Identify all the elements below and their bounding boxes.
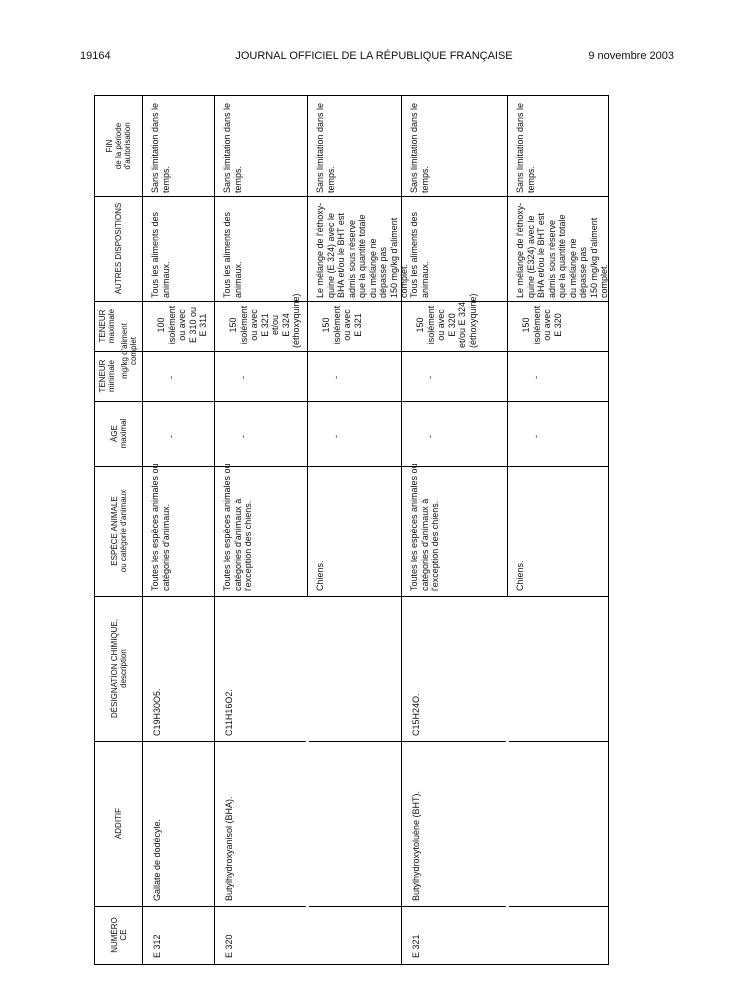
col-header-teneur_max-line: maximale <box>106 308 116 344</box>
table-rule <box>95 741 608 742</box>
row-3-autres-line: dépasse pas <box>378 246 388 298</box>
row-3-espece <box>315 466 326 591</box>
row-3-autres-line: que la quantité totale <box>357 214 367 298</box>
row-2-espece-line: catégories d'animaux à <box>232 498 243 591</box>
table-rule <box>142 96 143 964</box>
row-1-espece-line: Toutes les espèces animales ou <box>150 463 160 591</box>
row-5-autres-line: dépasse pas <box>578 246 588 298</box>
col-header-designation-line: DÉSIGNATION CHIMIQUE, <box>109 619 119 718</box>
row-5-espece <box>515 466 526 591</box>
publication-date: 9 novembre 2003 <box>588 50 674 62</box>
row-4-teneur-max-line: 150 <box>415 317 425 333</box>
row-3-autres-line: du mélange ne <box>367 238 378 298</box>
col-header-unit <box>120 306 138 396</box>
row-4-autres-line: Tous les aliments des <box>409 211 419 298</box>
table-rule <box>95 906 608 907</box>
row-3-age: - <box>331 435 341 438</box>
table-rule <box>95 466 608 467</box>
row-1-autres <box>150 198 171 298</box>
row-5-espece-line: Chiens. <box>515 560 525 591</box>
row-1-espece-line: catégories d'animaux. <box>160 503 171 591</box>
row-2-designation: C11H16O2. <box>224 689 234 736</box>
row-3-espece-line: Chiens. <box>315 560 325 591</box>
merge-cover <box>306 597 309 964</box>
row-5-autres-line: complet. <box>599 263 609 298</box>
row-5-teneur-min: - <box>531 376 541 379</box>
row-5-age: - <box>531 435 541 438</box>
row-3-autres-line: Le mélange de l'éthoxy- <box>315 202 325 298</box>
table-rule <box>95 196 608 197</box>
row-4-espece-line: catégories d'animaux à <box>419 498 430 591</box>
row-1-designation: C19H30O5. <box>152 688 162 736</box>
row-1-fin <box>150 98 171 193</box>
row-3-teneur-min: - <box>331 376 341 379</box>
row-3-autres-line: 150 mg/kg d'aliment <box>388 217 399 298</box>
col-header-teneur_min-line: minimale <box>106 360 116 393</box>
col-header-teneur_max-line: TENEUR <box>97 309 107 343</box>
row-4-espece-line: l'exception des chiens. <box>430 500 440 591</box>
col-header-age-line: maximal <box>118 418 128 449</box>
row-5-teneur-max-line: 150 <box>521 317 531 333</box>
row-4-additif: Butylhydroxytoluène (BHT). <box>411 790 421 901</box>
row-4-teneur-max-line: ou avec <box>436 309 446 341</box>
col-header-espece-line: ou catégorie d'animaux <box>118 489 128 573</box>
row-1-numero: E 312 <box>152 934 162 958</box>
row-2-teneur-max-line: E 324 <box>280 313 291 337</box>
row-1-fin-line: temps. <box>160 165 171 193</box>
col-header-designation-line: description <box>118 649 128 688</box>
row-5-autres-line: BHA et/ou le BHT est <box>536 213 546 298</box>
row-3-autres-line: quine (E 324) avec le <box>325 212 336 298</box>
row-4-teneur-max-line: et/ou E 324 <box>457 301 467 348</box>
row-5-teneur-max-line: ou avec <box>542 309 552 341</box>
row-4-fin-line: temps. <box>419 165 430 193</box>
row-1-teneur-max-line: 100 <box>156 317 166 333</box>
col-header-additif-line: ADDITIF <box>114 807 123 840</box>
row-2-fin-line: Sans limitation dans le <box>222 102 232 193</box>
row-5-teneur-max-line: isolément <box>531 305 542 345</box>
row-4-espece-line: Toutes les espèces animales ou <box>409 463 419 591</box>
row-2-fin <box>222 98 243 193</box>
row-4-autres-line: animaux. <box>419 261 430 298</box>
row-5-autres-line: Le mélange de l'éthoxy- <box>515 202 525 298</box>
row-3-fin-line: Sans limitation dans le <box>315 102 325 193</box>
row-5-fin-line: temps. <box>525 165 536 193</box>
row-1-teneur-max-line: E 311 <box>198 313 208 337</box>
col-header-unit-line: complet <box>129 337 138 366</box>
row-1-autres-line: Tous les aliments des <box>150 211 160 298</box>
row-1-teneur-max-line: E 310 ou <box>187 306 198 344</box>
col-header-fin-line: FIN <box>105 139 114 153</box>
col-header-age-line: ÂGE <box>109 425 119 442</box>
row-2-teneur-min: - <box>238 376 248 379</box>
journal-title: JOURNAL OFFICIEL DE LA RÉPUBLIQUE FRANÇAISE <box>235 50 513 62</box>
row-2-teneur-max-line: isolément <box>238 305 249 345</box>
row-4-age: - <box>425 435 435 438</box>
row-2-teneur-max-line: et/ou <box>270 314 280 336</box>
row-2-teneur-max-line: 150 <box>228 317 238 333</box>
row-1-teneur-max-line: isolément <box>166 305 177 345</box>
row-3-fin <box>315 98 336 193</box>
row-5-autres-line: que la quantité totale <box>557 214 567 298</box>
row-4-fin <box>409 98 430 193</box>
col-header-fin-line: de la période <box>114 122 123 170</box>
col-header-autres <box>114 199 123 298</box>
row-2-teneur-max <box>228 293 302 348</box>
merge-cover <box>506 597 509 964</box>
row-1-teneur-min: - <box>166 376 176 379</box>
row-4-teneur-max-line: isolément <box>425 305 436 345</box>
col-header-numero-line: NUMÉRO <box>109 917 119 953</box>
col-header-autres-line: AUTRES DISPOSITIONS <box>114 202 123 295</box>
row-4-designation: C15H24O. <box>411 693 421 736</box>
row-3-teneur-max-line: E 321 <box>352 313 363 337</box>
row-3-fin-line: temps. <box>325 165 336 193</box>
row-2-autres <box>222 198 243 298</box>
col-header-teneur_min <box>98 354 116 398</box>
row-2-autres-line: animaux. <box>232 261 243 298</box>
row-2-numero: E 320 <box>224 934 234 958</box>
col-header-fin-line: d'autorisation <box>123 122 132 170</box>
row-5-fin-line: Sans limitation dans le <box>515 102 525 193</box>
row-4-numero: E 321 <box>411 934 421 958</box>
row-3-teneur-max <box>321 302 363 348</box>
row-4-teneur-min: - <box>425 376 435 379</box>
row-3-autres-line: admis sous réserve <box>346 219 357 298</box>
row-2-additif: Butylhydroxyanisol (BHA). <box>224 796 234 901</box>
row-2-fin-line: temps. <box>232 165 243 193</box>
row-1-age: - <box>166 435 176 438</box>
row-2-autres-line: Tous les aliments des <box>222 211 232 298</box>
row-1-espece <box>150 463 171 591</box>
row-1-fin-line: Sans limitation dans le <box>150 102 160 193</box>
row-5-fin <box>515 98 536 193</box>
col-header-numero-line: CE <box>118 929 128 941</box>
row-3-autres-line: BHA et/ou le BHT est <box>336 213 346 298</box>
row-2-age: - <box>238 435 248 438</box>
row-4-teneur-max <box>415 293 478 348</box>
row-3-teneur-max-line: ou avec <box>342 309 352 341</box>
row-5-autres-line: du mélange ne <box>567 238 578 298</box>
row-2-teneur-max-line: (éthoxyquine) <box>291 293 301 348</box>
col-header-age <box>110 404 128 463</box>
row-5-teneur-max <box>521 302 563 348</box>
page-number: 19164 <box>80 50 111 62</box>
col-header-espece-line: ESPÈCE ANIMALE <box>109 496 119 566</box>
row-5-teneur-max-line: E 320 <box>552 313 563 337</box>
table-rule <box>95 596 608 597</box>
table-rule <box>95 351 608 352</box>
col-header-espece <box>110 469 128 593</box>
row-5-autres-line: admis sous réserve <box>546 219 557 298</box>
table-rule <box>95 401 608 402</box>
row-1-teneur-max <box>156 302 209 348</box>
row-4-espece <box>409 463 441 591</box>
row-2-espece <box>222 463 254 591</box>
table-rule <box>214 96 215 964</box>
col-header-numero <box>110 909 128 961</box>
row-4-fin-line: Sans limitation dans le <box>409 102 419 193</box>
additives-table <box>94 95 609 965</box>
row-4-teneur-max-line: E 320 <box>446 313 457 337</box>
row-5-autres-line: 150 mg/kg d'aliment <box>588 217 599 298</box>
row-1-teneur-max-line: ou avec <box>177 309 187 341</box>
row-3-teneur-max-line: isolément <box>331 305 342 345</box>
row-2-teneur-max-line: ou avec <box>249 309 259 341</box>
row-2-espece-line: Toutes les espèces animales ou <box>222 463 232 591</box>
row-4-teneur-max-line: (éthoxyquine) <box>467 293 478 348</box>
row-5-autres <box>515 198 610 298</box>
row-2-espece-line: l'exception des chiens. <box>243 500 253 591</box>
row-1-additif: Gallate de dodécyle. <box>152 818 162 901</box>
table-rule <box>95 351 119 352</box>
col-header-fin <box>105 99 132 193</box>
row-4-autres <box>409 198 430 298</box>
row-3-autres-line: complet. <box>399 263 409 298</box>
row-3-teneur-max-line: 150 <box>321 317 331 333</box>
col-header-designation <box>110 599 128 738</box>
row-1-autres-line: animaux. <box>160 261 171 298</box>
col-header-unit-line: mg/kg d'aliment <box>120 323 129 379</box>
row-3-autres <box>315 198 410 298</box>
col-header-teneur_min-line: TENEUR <box>97 359 107 393</box>
row-2-teneur-max-line: E 321 <box>259 313 270 337</box>
col-header-additif <box>114 744 123 903</box>
row-5-autres-line: quine (E324) avec le <box>525 215 536 298</box>
col-header-teneur_max <box>98 304 116 348</box>
